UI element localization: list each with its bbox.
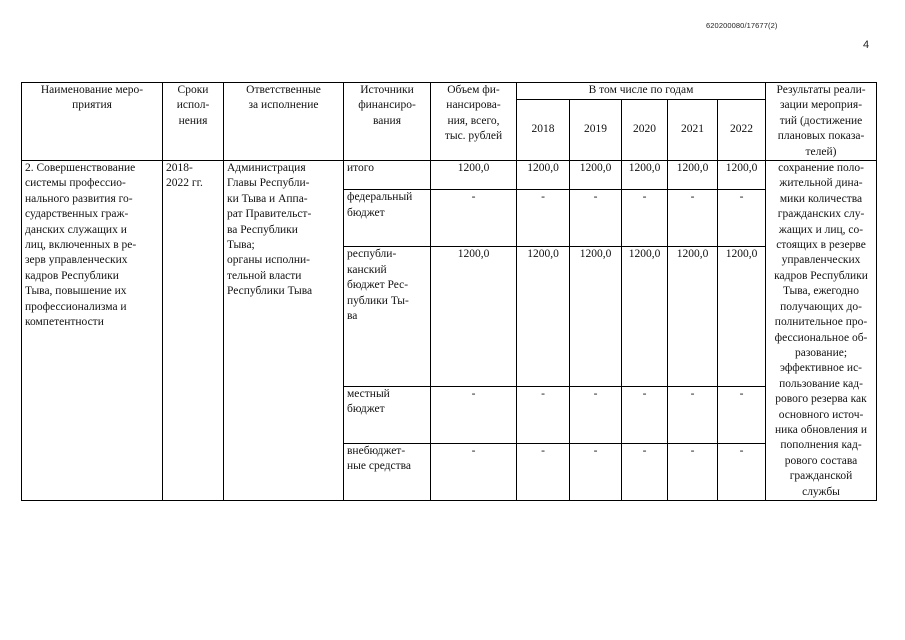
header-year: 2021 [668, 99, 718, 160]
header-name: Наименование меро- приятия [22, 83, 163, 161]
funding-year-value: - [517, 443, 570, 500]
funding-year-value: - [718, 190, 766, 247]
funding-total: - [431, 387, 517, 444]
header-sources: Источники финансиро- вания [344, 83, 431, 161]
funding-year-value: - [718, 387, 766, 444]
funding-year-value: - [622, 387, 668, 444]
activity-results: сохранение поло- жительной дина- мики количества гражданских слу- жащих и лиц, со- стоящих в резерве управленческих кадров Республики Тыва, ежегодно получающих до- полнительное про- фессиональное об- разование; эффективное ис- пользование кад- рового резерва как основного источ- ника обновления и пополнения кад- рового состава гражданской службы [766, 161, 877, 501]
page-number: 4 [863, 39, 870, 51]
funding-source: местный бюджет [344, 387, 431, 444]
funding-year-value: 1200,0 [718, 247, 766, 387]
table-row [22, 161, 877, 190]
funding-total: 1200,0 [431, 161, 517, 190]
funding-year-value: 1200,0 [570, 247, 622, 387]
header-by-years: В том числе по годам [517, 83, 766, 100]
header-responsible: Ответственные за исполнение [224, 83, 344, 161]
funding-year-value: - [570, 387, 622, 444]
activity-name: 2. Совершенствование системы профессио- нального развития го- сударственных граж- данских служащих и лиц, включенных в ре- зерв управленческих кадров Республики Тыва, повышение их профессионализма и компетентности [22, 161, 163, 501]
funding-year-value: 1200,0 [517, 161, 570, 190]
funding-year-value: - [622, 190, 668, 247]
funding-year-value: 1200,0 [622, 247, 668, 387]
funding-source: внебюджет- ные средства [344, 443, 431, 500]
funding-year-value: - [668, 190, 718, 247]
funding-total: - [431, 443, 517, 500]
funding-year-value: - [517, 387, 570, 444]
header-terms: Сроки испол- нения [163, 83, 224, 161]
funding-total: - [431, 190, 517, 247]
funding-year-value: 1200,0 [718, 161, 766, 190]
funding-year-value: 1200,0 [668, 247, 718, 387]
header-results: Результаты реали- зации мероприя- тий (достижение плановых показа- телей) [766, 83, 877, 161]
funding-year-value: - [570, 443, 622, 500]
header-volume: Объем фи- нансирова- ния, всего, тыс. рублей [431, 83, 517, 161]
funding-year-value: 1200,0 [668, 161, 718, 190]
funding-total: 1200,0 [431, 247, 517, 387]
activity-responsible: Администрация Главы Республи- ки Тыва и Аппа- рат Правительст- ва Республики Тыва; органы исполни- тельной власти Республики Тыва [224, 161, 344, 501]
funding-year-value: 1200,0 [622, 161, 668, 190]
funding-year-value: - [622, 443, 668, 500]
funding-source: итого [344, 161, 431, 190]
document-code: 620200080/17677(2) [706, 21, 778, 30]
header-year: 2022 [718, 99, 766, 160]
header-year: 2018 [517, 99, 570, 160]
funding-year-value: 1200,0 [570, 161, 622, 190]
funding-year-value: - [668, 387, 718, 444]
header-year: 2020 [622, 99, 668, 160]
funding-year-value: - [668, 443, 718, 500]
funding-source: федеральный бюджет [344, 190, 431, 247]
funding-year-value: - [718, 443, 766, 500]
funding-year-value: 1200,0 [517, 247, 570, 387]
funding-source: республи- канский бюджет Рес- публики Ты- ва [344, 247, 431, 387]
header-year: 2019 [570, 99, 622, 160]
activity-terms: 2018- 2022 гг. [163, 161, 224, 501]
activity-plan-table [21, 82, 877, 501]
funding-year-value: - [570, 190, 622, 247]
funding-year-value: - [517, 190, 570, 247]
